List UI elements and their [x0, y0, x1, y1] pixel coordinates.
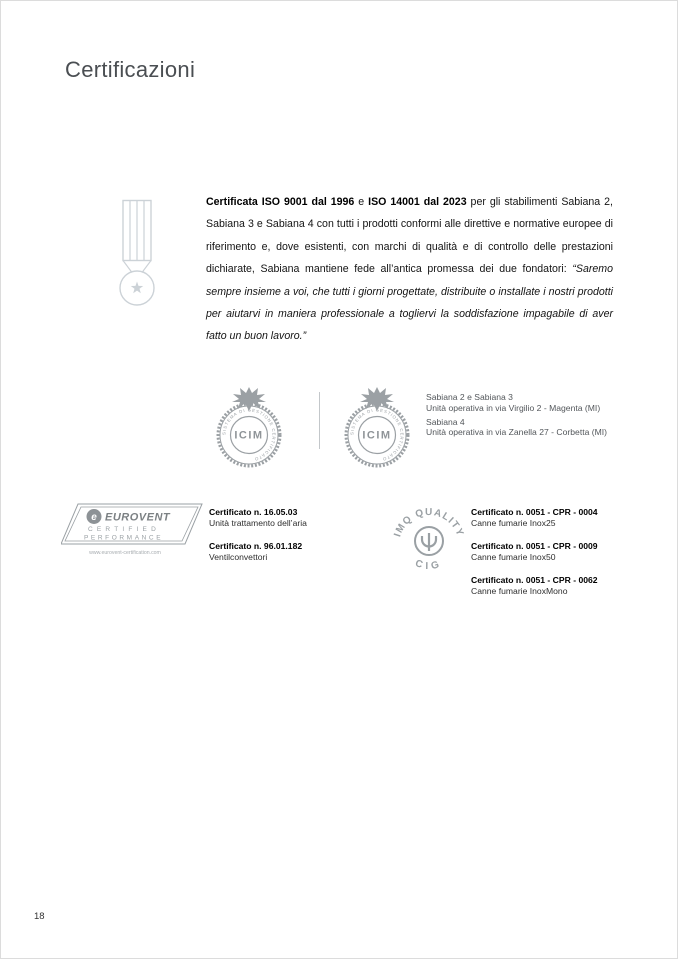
certificate-item	[471, 507, 631, 529]
certificate-item	[471, 541, 631, 563]
imq-certificates	[471, 507, 631, 609]
site-address: Unità operativa in via Zanella 27 - Corbetta (MI)	[426, 427, 608, 438]
certificate-description: Unità trattamento dell’aria	[209, 518, 307, 528]
icim-ring-text: SISTEMA DI GESTIONE CERTIFICATO	[349, 407, 405, 462]
page-number: 18	[34, 911, 45, 922]
certificate-description: Ventilconvettori	[209, 552, 268, 562]
certificate-description: Canne fumarie Inox50	[471, 552, 556, 562]
certificate-number: Certificato n. 0051 - CPR - 0004	[471, 507, 598, 517]
site-address: Unità operativa in via Virgilio 2 - Magenta (MI)	[426, 402, 601, 413]
imq-arc-bottom-text: CIG	[413, 558, 445, 573]
icim-ring-text: SISTEMA DI GESTIONE CERTIFICATO	[221, 407, 277, 462]
certificate-number: Certificato n. 0051 - CPR - 0009	[471, 541, 598, 551]
site-name: Sabiana 4	[426, 416, 465, 427]
icim-wordmark: ICIM	[362, 429, 392, 442]
icim-wordmark: ICIM	[234, 429, 264, 442]
intro-sep: e	[354, 196, 369, 208]
page-title: Certificazioni	[65, 57, 196, 82]
eurovent-certified-text: CERTIFIED	[88, 526, 160, 533]
founders-quote: “Saremo sempre insieme a voi, che tutti i giorni progettate, distribuite o installate i nostri prodotti per aiutarvi in maniera professionale a togliervi la soddisfazione impagabile di aver fatto un buon lavoro.”	[206, 263, 613, 343]
certificate-description: Canne fumarie InoxMono	[471, 586, 568, 596]
icim-sites-list	[426, 392, 607, 441]
imq-arc-top-text: IMQ QUALITY	[392, 506, 466, 539]
eurovent-brand-text: EUROVENT	[105, 511, 171, 524]
eurovent-url: www.eurovent-certification.com	[89, 550, 161, 556]
icim-seal-icon	[335, 385, 419, 469]
eurovent-e-letter: e	[91, 512, 97, 523]
medal-icon	[113, 199, 161, 311]
intro-body: per gli stabilimenti Sabiana 2, Sabiana 3 e Sabiana 4 con tutti i prodotti conformi alle direttive e normative europee di riferimento e, dove esistenti, con marchi di qualità e di controllo delle prestazioni dichiarate, Sabiana mantiene fede all’antica promessa dei due fondatori:	[206, 196, 613, 276]
eurovent-performance-text: PERFORMANCE	[84, 534, 164, 542]
eurovent-certificates	[209, 507, 359, 575]
certificate-item	[471, 575, 631, 597]
imq-psi-mark	[422, 533, 436, 551]
iso9001-bold: Certificata ISO 9001 dal 1996	[206, 196, 355, 208]
icim-seal-icon	[207, 385, 291, 469]
site-item	[426, 392, 607, 414]
iso14001-bold: ISO 14001 dal 2023	[368, 196, 467, 208]
certificate-number: Certificato n. 16.05.03	[209, 507, 298, 517]
site-name: Sabiana 2 e Sabiana 3	[426, 392, 513, 402]
certificate-item	[209, 507, 359, 529]
certificate-number: Certificato n. 0051 - CPR - 0062	[471, 575, 598, 585]
eurovent-logo	[61, 503, 203, 561]
certificate-description: Canne fumarie Inox25	[471, 518, 556, 528]
vertical-divider	[319, 392, 320, 449]
star-shape	[131, 282, 143, 294]
certification-paragraph	[206, 191, 613, 348]
site-item	[426, 417, 607, 439]
certificate-number: Certificato n. 96.01.182	[209, 541, 303, 551]
certificate-item	[209, 541, 359, 563]
svg-text:CIG	[414, 558, 445, 572]
imq-quality-seal-icon	[387, 499, 471, 583]
